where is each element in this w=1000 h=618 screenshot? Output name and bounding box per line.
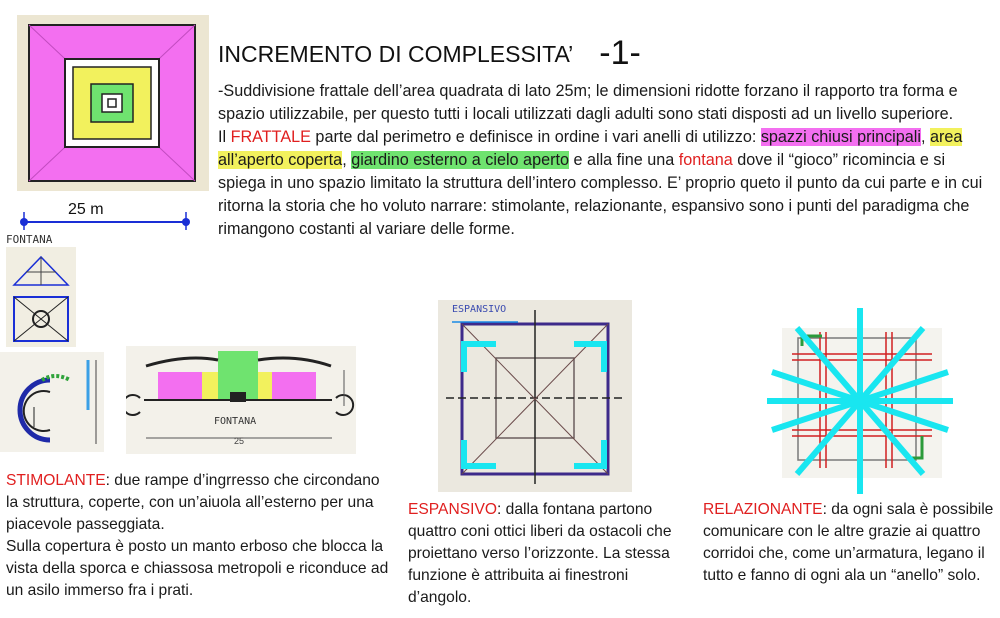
intro-text [218,80,988,241]
fontana-label: FONTANA [6,233,53,246]
highlight-spazzi-chiusi: spazzi chiusi principali [760,128,921,146]
espansivo-section [408,499,674,609]
ramp-sketch [0,352,104,452]
fractal-plan-sketch [17,15,209,191]
section-dim-label: 25 [234,436,245,446]
highlight-area-coperta: area all’aperto coperta [218,128,963,169]
stimolante-paragraph [6,470,396,536]
intro-p2-b: e alla fine una [568,151,679,169]
espansivo-sketch [438,300,632,492]
stimolante-section [6,470,396,602]
highlight-giardino: giardino esterno a cielo aperto [351,151,569,169]
intro-p2-start: Il [218,128,231,146]
espansivo-text: : dalla fontana partono quattro coni ottici liberi da ostacoli che proiettano verso l’orizzonte. La stessa funzione è attribuita ai finestroni d’angolo. [408,501,672,606]
stimolante-text-2: Sulla copertura è posto un manto erboso che blocca la vista della sporca e chiassosa metropoli e riconduce ad un asilo immerso fra i prati. [6,538,389,599]
intro-p2-a: parte dal perimetro e definisce in ordine i vari anelli di utilizzo: [310,128,761,146]
intro-paragraph-1: -Suddivisione frattale dell’area quadrata di lato 25m; le dimensioni ridotte forzano il rapporto tra forma e spazio utilizzabile, per questo tutti i locali utilizzati dagli adulti sono stati disposti ad un livello superiore. [218,82,958,123]
relazionante-text: : da ogni sala è possibile comunicare con le altre grazie ai quattro corridoi che, come un’armatura, legano il tutto e fanno di ogni ala un “anello” solo. [703,501,994,584]
espansivo-sketch-label: ESPANSIVO [452,304,507,315]
title-number: -1- [599,34,641,72]
fontana-keyword: fontana [678,151,733,169]
section-fontana-label: FONTANA [214,416,257,427]
intro-p2-c: dove il “gioco” ricomincia e si spiega in uno spazio limitato la struttura dell’intero complesso. E’ proprio queto il punto da cui parte e in cui ritorna la storia che ho voluto narrare: stimolante, relazionante, espansivo sono i punti del paradigma che rimangono costanti al variare delle forme. [218,151,983,238]
title-text: INCREMENTO DI COMPLESSITA’ [218,41,574,67]
page-title [218,32,641,71]
intro-paragraph-2 [218,126,988,241]
scale-bar [14,200,194,232]
scale-label: 25 m [68,201,104,218]
espansivo-title: ESPANSIVO [408,501,497,518]
stimolante-text: : due rampe d’ingrresso che circondano la struttura, coperte, con un’aiuola all’esterno per una piacevole passeggiata. [6,472,380,533]
fontana-sketch [6,247,76,347]
stimolante-title: STIMOLANTE [6,472,106,489]
intro-sep-1: , [920,128,930,146]
relazionante-title: RELAZIONANTE [703,501,823,518]
frattale-keyword: FRATTALE [230,128,311,146]
relazionante-sketch [762,308,958,494]
intro-sep-2: , [342,151,352,169]
relazionante-section [703,499,995,587]
